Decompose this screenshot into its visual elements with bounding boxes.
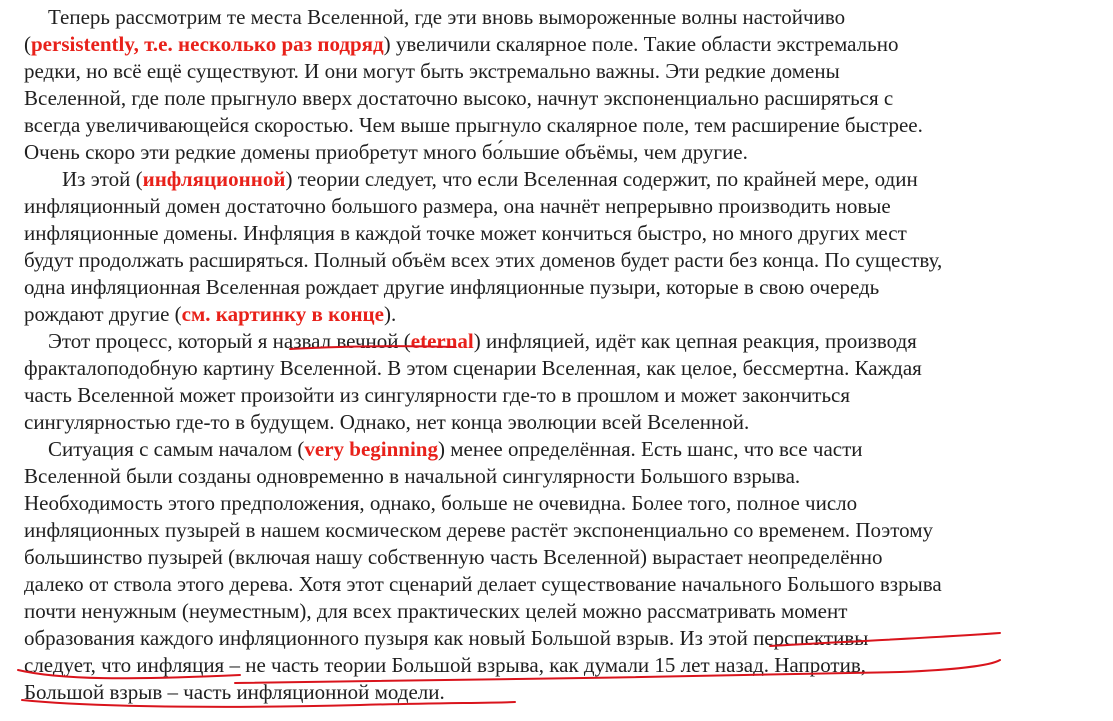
text-line bbox=[24, 58, 1104, 85]
text-segment: Вселенной были созданы одновременно в начальной сингулярности Большого взрыва. bbox=[24, 464, 801, 488]
text-segment: следует, что инфляция – не часть теории Большой взрыва, как думали 15 лет назад. Напротив, bbox=[24, 653, 867, 677]
text-line bbox=[24, 31, 1104, 58]
text-segment: Необходимость этого предположения, однако, больше не очевидна. Более того, полное число bbox=[24, 491, 858, 515]
document-page bbox=[24, 0, 1104, 706]
text-segment: Этот процесс, который я назвал вечной ( bbox=[48, 329, 411, 353]
highlighted-term: very beginning bbox=[304, 437, 438, 461]
text-line bbox=[24, 571, 1104, 598]
highlighted-term: см. картинку в конце bbox=[181, 302, 384, 326]
text-segment: инфляционные домены. Инфляция в каждой точке может кончиться быстро, но много других мест bbox=[24, 221, 907, 245]
document-text bbox=[24, 4, 1104, 706]
text-segment: всегда увеличивающейся скоростью. Чем выше прыгнуло скалярное поле, тем расширение быстрее. bbox=[24, 113, 923, 137]
text-segment: рождают другие ( bbox=[24, 302, 182, 326]
text-line bbox=[24, 328, 1104, 355]
text-line bbox=[24, 382, 1104, 409]
text-line bbox=[24, 274, 1104, 301]
text-line bbox=[24, 625, 1104, 652]
text-line bbox=[24, 193, 1104, 220]
text-segment: образования каждого инфляционного пузыря как новый Большой взрыв. Из этой перспективы bbox=[24, 626, 869, 650]
text-segment: Ситуация с самым началом ( bbox=[48, 437, 305, 461]
text-line bbox=[24, 436, 1104, 463]
text-segment: редки, но всё ещё существуют. И они могут быть экстремально важны. Эти редкие домены bbox=[24, 59, 840, 83]
text-line bbox=[24, 166, 1104, 193]
text-segment: Очень скоро эти редкие домены приобретут много бо́льшие объёмы, чем другие. bbox=[24, 140, 748, 164]
text-line bbox=[24, 4, 1104, 31]
text-line bbox=[24, 679, 1104, 706]
text-segment: фракталоподобную картину Вселенной. В этом сценарии Вселенная, как целое, бессмертна. Каждая bbox=[24, 356, 922, 380]
text-line bbox=[24, 247, 1104, 274]
text-segment: часть Вселенной может произойти из сингулярности где-то в прошлом и может закончиться bbox=[24, 383, 851, 407]
text-line bbox=[24, 355, 1104, 382]
text-segment: Теперь рассмотрим те места Вселенной, где эти вновь вымороженные волны настойчиво bbox=[48, 5, 846, 29]
text-line bbox=[24, 490, 1104, 517]
text-segment: Из этой ( bbox=[62, 167, 143, 191]
highlighted-term: persistently, т.е. несколько раз подряд bbox=[31, 32, 384, 56]
text-segment: ) менее определённая. Есть шанс, что все части bbox=[438, 437, 863, 461]
text-segment: сингулярностью где-то в будущем. Однако, нет конца эволюции всей Вселенной. bbox=[24, 410, 750, 434]
text-line bbox=[24, 220, 1104, 247]
text-line bbox=[24, 652, 1104, 679]
text-line bbox=[24, 112, 1104, 139]
text-line bbox=[24, 409, 1104, 436]
text-segment: большинство пузырей (включая нашу собственную часть Вселенной) вырастает неопределённо bbox=[24, 545, 883, 569]
text-line bbox=[24, 139, 1104, 166]
text-line bbox=[24, 463, 1104, 490]
text-segment: инфляционный домен достаточно большого размера, она начнёт непрерывно производить новые bbox=[24, 194, 891, 218]
text-segment: ). bbox=[383, 302, 397, 326]
text-segment: Большой взрыв – часть инфляционной модели. bbox=[24, 680, 445, 704]
text-segment: далеко от ствола этого дерева. Хотя этот сценарий делает существование начального Большого взрыва bbox=[24, 572, 942, 596]
text-segment: ) инфляцией, идёт как цепная реакция, производя bbox=[473, 329, 917, 353]
text-segment: будут продолжать расширяться. Полный объём всех этих доменов будет расти без конца. По существу, bbox=[24, 248, 943, 272]
text-segment: ) теории следует, что если Вселенная содержит, по крайней мере, один bbox=[285, 167, 918, 191]
text-segment: инфляционных пузырей в нашем космическом дереве растёт экспоненциально со временем. Поэтому bbox=[24, 518, 934, 542]
text-segment: одна инфляционная Вселенная рождает другие инфляционные пузыри, которые в свою очередь bbox=[24, 275, 880, 299]
text-segment: ( bbox=[24, 32, 31, 56]
text-line bbox=[24, 85, 1104, 112]
text-line bbox=[24, 301, 1104, 328]
text-line bbox=[24, 598, 1104, 625]
text-segment: ) увеличили скалярное поле. Такие области экстремально bbox=[383, 32, 899, 56]
text-segment: Вселенной, где поле прыгнуло вверх достаточно высоко, начнут экспоненциально расширяться с bbox=[24, 86, 894, 110]
text-line bbox=[24, 517, 1104, 544]
text-line bbox=[24, 544, 1104, 571]
text-segment: почти ненужным (неуместным), для всех практических целей можно рассматривать момент bbox=[24, 599, 848, 623]
highlighted-term: eternal bbox=[410, 329, 474, 353]
highlighted-term: инфляционной bbox=[142, 167, 286, 191]
